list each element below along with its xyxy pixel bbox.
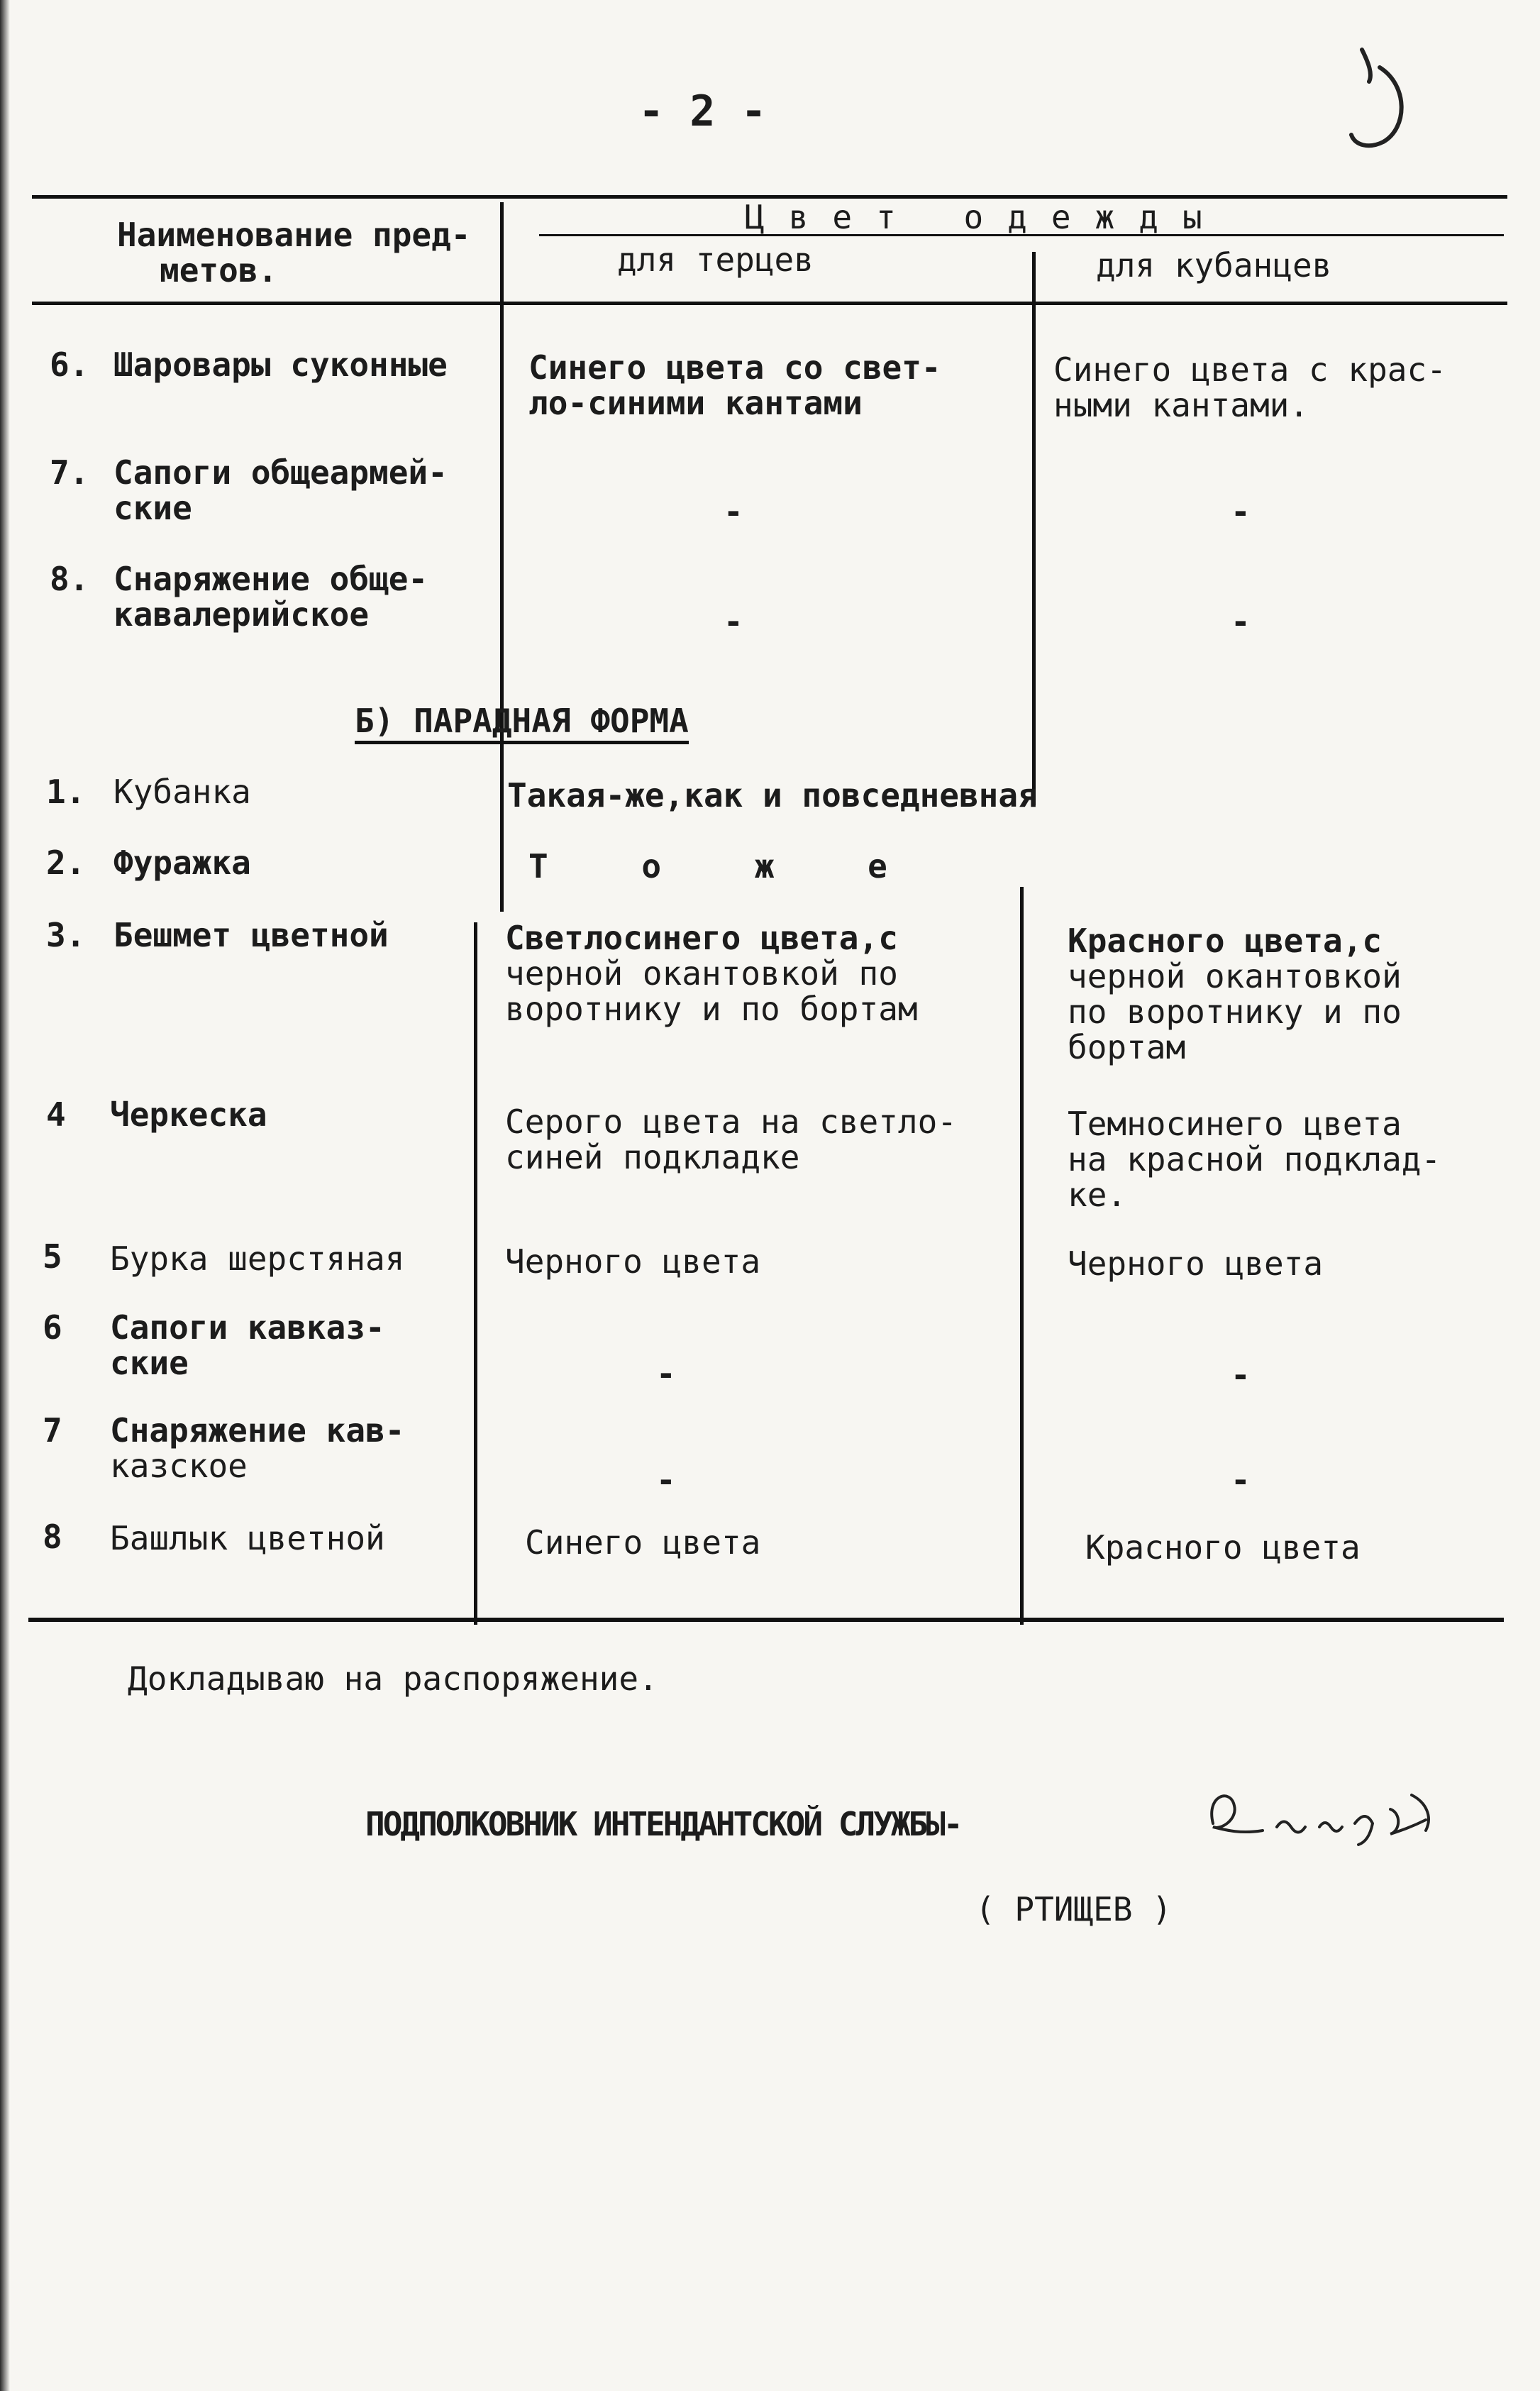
row-num: 8 — [43, 1518, 62, 1556]
column-divider-2 — [1032, 252, 1036, 805]
signatory-rank: ПОДПОЛКОВНИК ИНТЕНДАНТСКОЙ СЛУЖБЫ- — [365, 1805, 961, 1843]
row-kuban-line: бортам — [1068, 1028, 1186, 1066]
row-kuban-line: на красной подклад- — [1068, 1140, 1441, 1178]
signatory-name: ( РТИЩЕВ ) — [975, 1890, 1172, 1928]
row-item: кавалерийское — [113, 595, 370, 634]
row-item: казское — [110, 1447, 248, 1485]
row-merged: Т о ж е — [528, 847, 924, 885]
row-terek-dash: - — [724, 492, 743, 531]
row-item: Снаряжение обще- — [113, 560, 428, 598]
row-kuban-line: Темносинего цвета — [1068, 1105, 1402, 1143]
row-kuban-line: ке. — [1068, 1176, 1127, 1214]
row-terek-line: Синего цвета со свет- — [528, 348, 941, 387]
row-kuban-dash: - — [1231, 1461, 1251, 1499]
column-divider-2b — [1020, 887, 1024, 1625]
row-num: 4 — [46, 1095, 66, 1134]
row-terek-line: Светлосинего цвета,с — [505, 919, 898, 957]
row-terek-line: Серого цвета на светло- — [505, 1103, 957, 1141]
section-title-parade: Б) ПАРАДНАЯ ФОРМА — [355, 702, 689, 744]
row-item: Снаряжение кав- — [110, 1411, 405, 1449]
header-kuban: для кубанцев — [1096, 246, 1332, 285]
row-item: Башлык цветной — [110, 1519, 385, 1557]
row-terek-line: воротнику и по бортам — [505, 990, 918, 1028]
row-item: Сапоги кавказ- — [110, 1308, 385, 1347]
row-num: 3. — [46, 916, 86, 954]
row-item: Кубанка — [113, 773, 251, 811]
row-num: 8. — [50, 560, 89, 598]
row-item: Шаровары суконные — [113, 346, 448, 384]
row-item: Бурка шерстяная — [110, 1239, 405, 1278]
row-item: Сапоги общеармей- — [113, 453, 448, 492]
row-item: Фуражка — [113, 844, 251, 882]
header-item-line2: метов. — [160, 251, 278, 289]
row-terek-dash: - — [656, 1354, 676, 1393]
row-merged: Такая-же,как и повседневная — [507, 776, 1038, 815]
header-item-line1: Наименование пред- — [117, 216, 471, 254]
handwritten-page-mark — [1341, 43, 1419, 163]
table-bottom-rule — [28, 1618, 1504, 1622]
row-kuban-line: по воротнику и по — [1068, 993, 1402, 1031]
row-terek-line: синей подкладке — [505, 1138, 800, 1176]
handwritten-signature — [1199, 1781, 1468, 1859]
row-num: 6. — [50, 346, 89, 384]
row-kuban-line: Черного цвета — [1068, 1244, 1324, 1283]
row-kuban-dash: - — [1231, 492, 1251, 531]
row-item: Черкеска — [110, 1095, 267, 1134]
column-divider-1b — [474, 922, 477, 1625]
row-terek-line: черной окантовкой по — [505, 954, 898, 993]
row-kuban-line: черной окантовкой — [1068, 957, 1402, 995]
row-kuban-dash: - — [1231, 602, 1251, 641]
row-item: Бешмет цветной — [113, 916, 389, 954]
row-item: ские — [110, 1344, 189, 1382]
row-num: 6 — [43, 1308, 62, 1347]
row-terek-line: Синего цвета — [525, 1523, 761, 1562]
row-item: ские — [113, 489, 192, 527]
scan-edge — [0, 0, 10, 2391]
row-terek-line: ло-синими кантами — [528, 384, 863, 422]
row-num: 2. — [46, 844, 86, 882]
row-num: 7. — [50, 453, 89, 492]
row-num: 5 — [43, 1237, 62, 1276]
row-terek-line: Черного цвета — [505, 1242, 761, 1281]
page-number: - 2 - — [638, 87, 767, 136]
column-divider-1 — [500, 202, 504, 912]
row-num: 1. — [46, 773, 86, 811]
row-terek-dash: - — [656, 1461, 676, 1499]
row-kuban-line: Синего цвета с крас- — [1053, 350, 1446, 389]
row-terek-dash: - — [724, 602, 743, 641]
row-kuban-line: Красного цвета — [1085, 1528, 1361, 1567]
row-kuban-line: Красного цвета,с — [1068, 922, 1383, 960]
row-num: 7 — [43, 1411, 62, 1449]
row-kuban-dash: - — [1231, 1356, 1251, 1394]
header-bottom-rule — [32, 302, 1507, 305]
header-color-group: Цвет одежды — [745, 198, 1226, 236]
header-terek: для терцев — [617, 241, 814, 279]
row-kuban-line: ными кантами. — [1053, 386, 1309, 424]
report-line: Докладываю на распоряжение. — [128, 1660, 658, 1698]
